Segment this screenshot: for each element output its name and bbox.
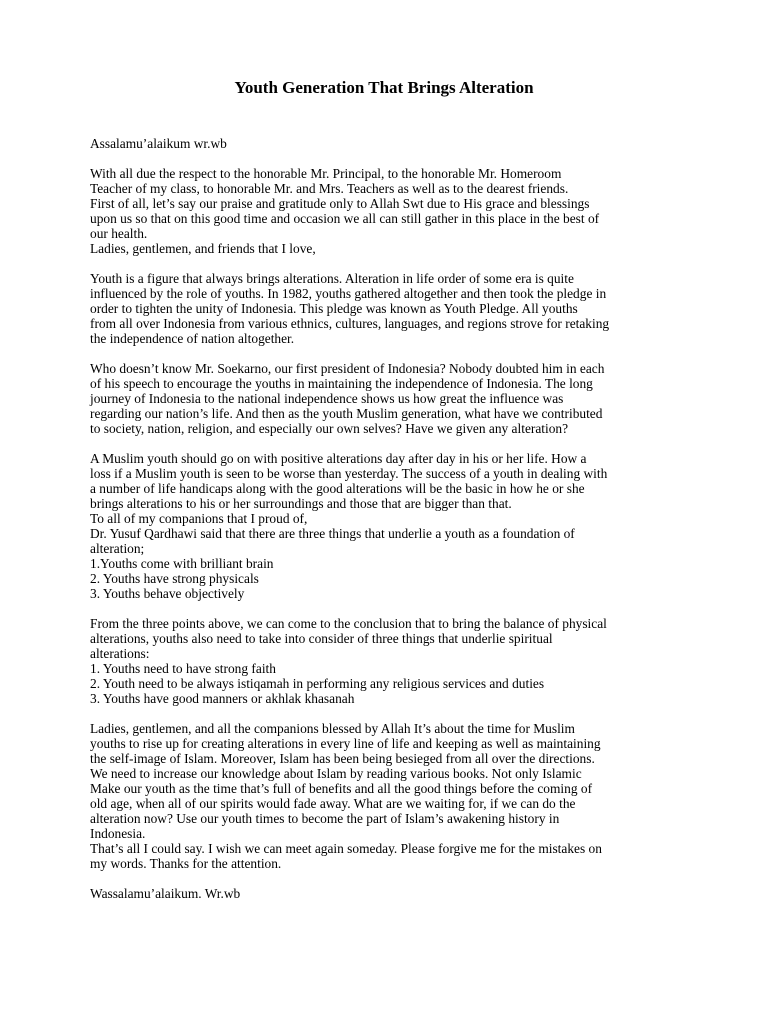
text-line: With all due the respect to the honorable Mr. Principal, to the honorable Mr. Homeroom: [90, 166, 562, 181]
paragraph-spiritual: [90, 616, 678, 706]
text-line: alterations:: [90, 646, 150, 661]
paragraph-muslim-youth: [90, 451, 678, 601]
text-line: order to tighten the unity of Indonesia. This pledge was known as Youth Pledge. All youths: [90, 301, 578, 316]
text-line: influenced by the role of youths. In 1982, youths gathered altogether and then took the pledge in: [90, 286, 607, 301]
text-line: Wassalamu’alaikum. Wr.wb: [90, 886, 241, 901]
text-line: the self-image of Islam. Moreover, Islam has been being besieged from all over the directions.: [90, 751, 595, 766]
greeting: [90, 136, 678, 151]
text-line: a number of life handicaps along with the good alterations will be the basic in how he or she: [90, 481, 585, 496]
text-line: That’s all I could say. I wish we can meet again someday. Please forgive me for the mistakes on: [90, 841, 602, 856]
text-line: Youth is a figure that always brings alterations. Alteration in life order of some era is quite: [90, 271, 574, 286]
text-line: 1. Youths need to have strong faith: [90, 661, 276, 676]
document-title: Youth Generation That Brings Alteration: [234, 78, 534, 97]
text-line: Make our youth as the time that’s full of benefits and all the good things before the coming of: [90, 781, 593, 796]
text-line: 2. Youth need to be always istiqamah in performing any religious services and duties: [90, 676, 545, 691]
text-line: old age, when all of our spirits would fade away. What are we waiting for, if we can do the: [90, 796, 576, 811]
opening-paragraph: [90, 166, 678, 256]
text-line: alteration;: [90, 541, 145, 556]
text-line: 3. Youths behave objectively: [90, 586, 245, 601]
text-line: of his speech to encourage the youths in maintaining the independence of Indonesia. The long: [90, 376, 593, 391]
text-line: Ladies, gentlemen, and friends that I love,: [90, 241, 316, 256]
text-line: regarding our nation’s life. And then as the youth Muslim generation, what have we contributed: [90, 406, 603, 421]
text-line: Dr. Yusuf Qardhawi said that there are three things that underlie a youth as a foundation of: [90, 526, 575, 541]
text-line: 1.Youths come with brilliant brain: [90, 556, 274, 571]
text-line: from all over Indonesia from various ethnics, cultures, languages, and regions strove for retaking: [90, 316, 610, 331]
text-line: upon us so that on this good time and occasion we all can still gather in this place in the best of: [90, 211, 600, 226]
text-line: Who doesn’t know Mr. Soekarno, our first president of Indonesia? Nobody doubted him in each: [90, 361, 605, 376]
text-line: the independence of nation altogether.: [90, 331, 295, 346]
text-line: youths to rise up for creating alterations in every line of life and keeping as well as maintaining: [90, 736, 601, 751]
text-line: We need to increase our knowledge about Islam by reading various books. Not only Islamic: [90, 766, 582, 781]
text-line: First of all, let’s say our praise and gratitude only to Allah Swt due to His grace and blessings: [90, 196, 590, 211]
text-line: journey of Indonesia to the national independence shows us how great the influence was: [90, 391, 564, 406]
text-line: our health.: [90, 226, 148, 241]
text-line: Assalamu’alaikum wr.wb: [90, 136, 227, 151]
text-line: Teacher of my class, to honorable Mr. and Mrs. Teachers as well as to the dearest friends.: [90, 181, 569, 196]
text-line: Indonesia.: [90, 826, 146, 841]
farewell: [90, 886, 678, 901]
document-body: [90, 136, 678, 901]
text-line: To all of my companions that I proud of,: [90, 511, 308, 526]
text-line: my words. Thanks for the attention.: [90, 856, 282, 871]
paragraph-closing: [90, 721, 678, 871]
text-line: alterations, youths also need to take into consider of three things that underlie spiritual: [90, 631, 553, 646]
paragraph-youth-pledge: [90, 271, 678, 346]
text-line: 2. Youths have strong physicals: [90, 571, 259, 586]
paragraph-soekarno: [90, 361, 678, 436]
text-line: alteration now? Use our youth times to become the part of Islam’s awakening history in: [90, 811, 560, 826]
text-line: Ladies, gentlemen, and all the companions blessed by Allah It’s about the time for Muslim: [90, 721, 575, 736]
text-line: loss if a Muslim youth is seen to be worse than yesterday. The success of a youth in dealing with: [90, 466, 608, 481]
text-line: From the three points above, we can come to the conclusion that to bring the balance of physical: [90, 616, 607, 631]
text-line: to society, nation, religion, and especially our own selves? Have we given any alteration?: [90, 421, 569, 436]
text-line: A Muslim youth should go on with positive alterations day after day in his or her life. How a: [90, 451, 587, 466]
text-line: 3. Youths have good manners or akhlak khasanah: [90, 691, 355, 706]
text-line: brings alterations to his or her surroundings and those that are bigger than that.: [90, 496, 512, 511]
